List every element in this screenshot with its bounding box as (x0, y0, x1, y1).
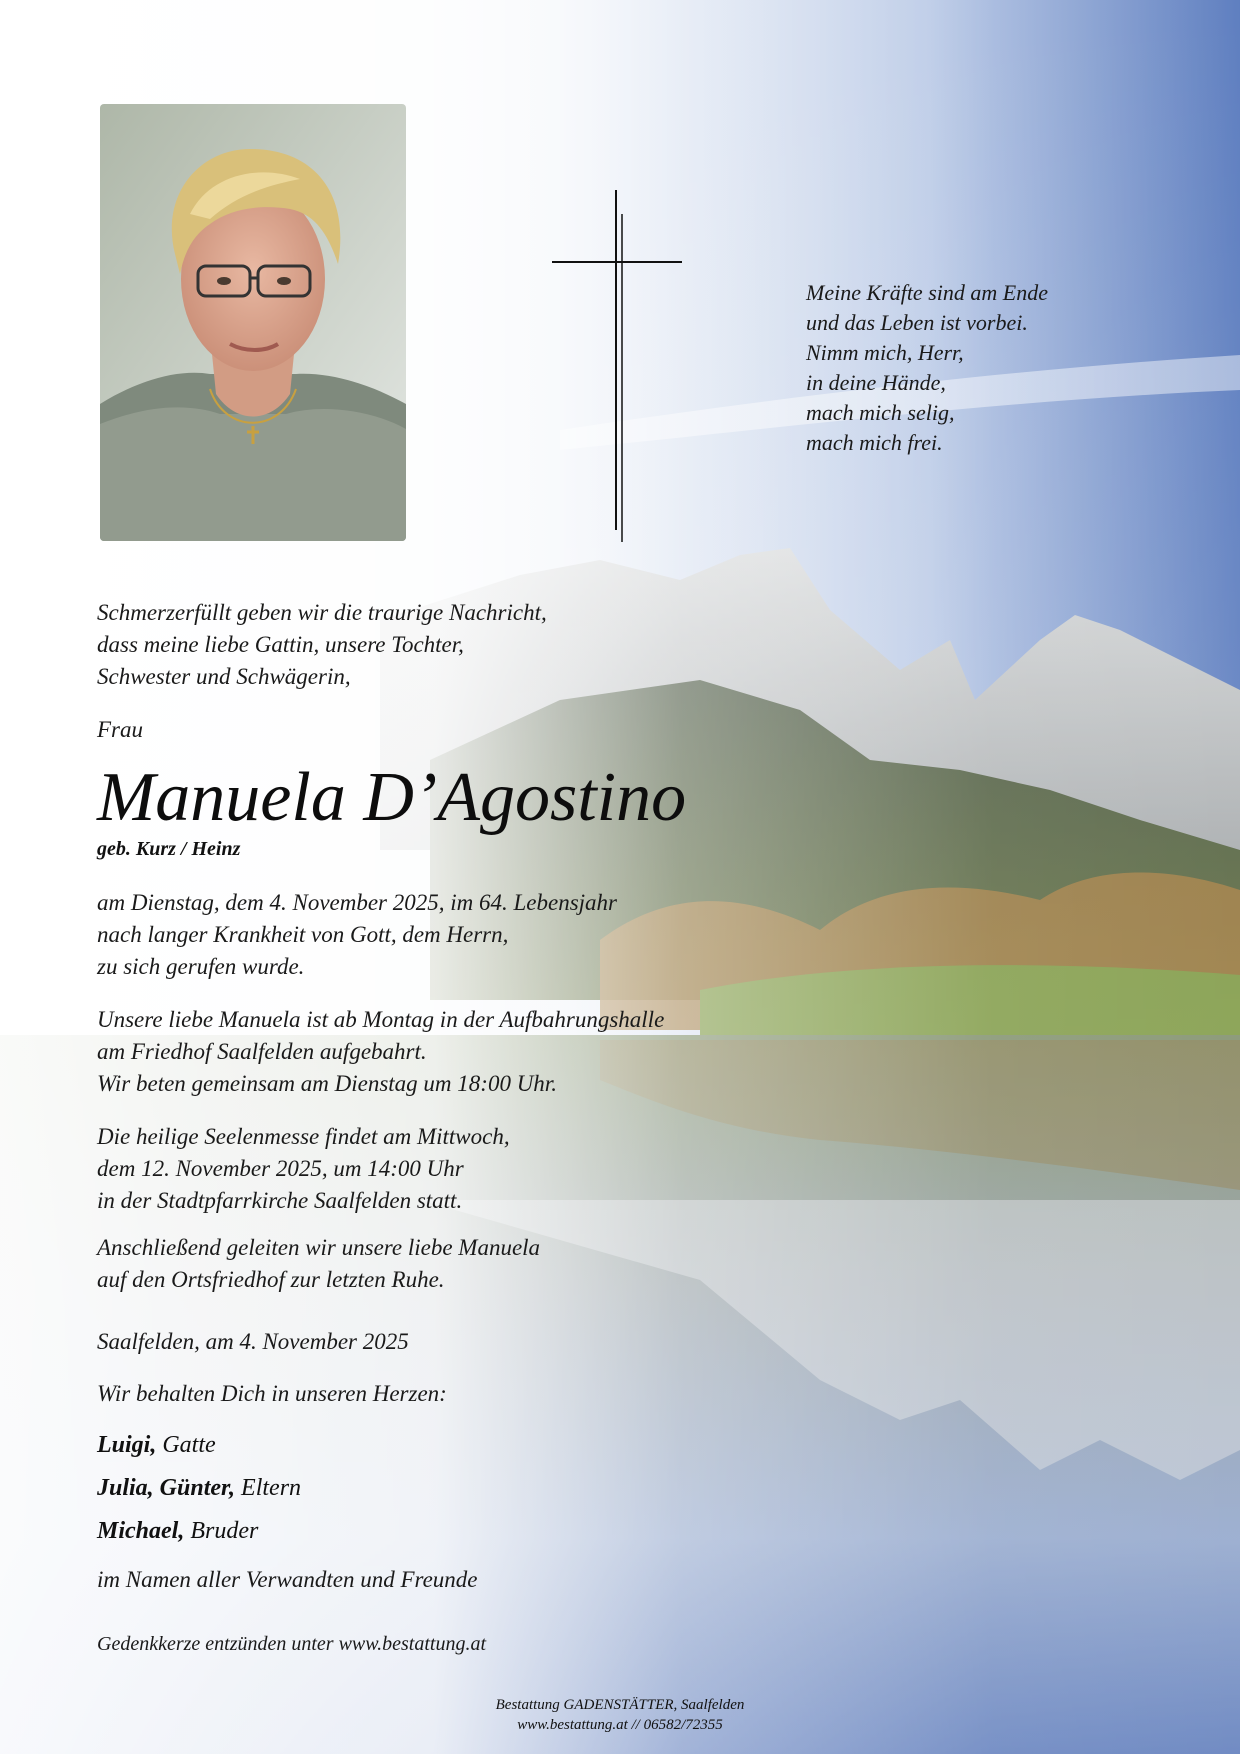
viewing-line: Unsere liebe Manuela ist ab Montag in der Aufbahrungshalle (97, 1007, 665, 1032)
poem-verse (806, 278, 1206, 458)
death-notice-line: zu sich gerufen wurde. (97, 954, 305, 979)
mass-line: in der Stadtpfarrkirche Saalfelden statt. (97, 1188, 463, 1213)
mourner-entry (97, 1518, 258, 1545)
mourner-relation: Bruder (190, 1518, 259, 1544)
funeral-home-footer (400, 1695, 840, 1735)
intro-line: dass meine liebe Gattin, unsere Tochter, (97, 632, 464, 657)
burial-paragraph (97, 1232, 857, 1296)
death-notice-paragraph (97, 887, 857, 983)
intro-line: Schmerzerfüllt geben wir die traurige Nachricht, (97, 600, 547, 625)
footer-line-2: www.bestattung.at // 06582/72355 (517, 1717, 723, 1733)
candle-link-text: Gedenkkerze entzünden unter www.bestattung.at (97, 1633, 487, 1655)
cross-icon (550, 190, 690, 550)
poem-line: Nimm mich, Herr, (806, 340, 964, 365)
mourner-entry (97, 1475, 301, 1502)
poem-line: und das Leben ist vorbei. (806, 310, 1028, 335)
mourner-relation: Eltern (241, 1475, 302, 1501)
salutation: Frau (97, 717, 143, 742)
mourner-relation: Gatte (162, 1432, 216, 1458)
viewing-line: Wir beten gemeinsam am Dienstag um 18:00 Uhr. (97, 1071, 557, 1096)
death-notice-line: nach langer Krankheit von Gott, dem Herrn, (97, 922, 509, 947)
viewing-paragraph (97, 1004, 857, 1100)
death-notice-line: am Dienstag, dem 4. November 2025, im 64. Lebensjahr (97, 890, 618, 915)
mass-line: Die heilige Seelenmesse findet am Mittwoch, (97, 1124, 510, 1149)
mourner-name: Julia, Günter, (97, 1475, 236, 1501)
poem-line: mach mich frei. (806, 430, 943, 455)
birth-name: geb. Kurz / Heinz (97, 838, 241, 860)
footer-line-1: Bestattung GADENSTÄTTER, Saalfelden (495, 1697, 745, 1713)
poem-line: Meine Kräfte sind am Ende (806, 280, 1048, 305)
place-date: Saalfelden, am 4. November 2025 (97, 1329, 409, 1354)
viewing-line: am Friedhof Saalfelden aufgebahrt. (97, 1039, 427, 1064)
mass-paragraph (97, 1121, 857, 1217)
hearts-line: Wir behalten Dich in unseren Herzen: (97, 1381, 447, 1406)
poem-line: in deine Hände, (806, 370, 946, 395)
mourner-name: Michael, (97, 1518, 185, 1544)
poem-line: mach mich selig, (806, 400, 955, 425)
portrait-photo (100, 104, 406, 541)
mass-line: dem 12. November 2025, um 14:00 Uhr (97, 1156, 464, 1181)
burial-line: Anschließend geleiten wir unsere liebe Manuela (97, 1235, 541, 1260)
relatives-line: im Namen aller Verwandten und Freunde (97, 1567, 478, 1592)
mourner-name: Luigi, (97, 1432, 157, 1458)
intro-paragraph (97, 597, 857, 693)
intro-line: Schwester und Schwägerin, (97, 664, 351, 689)
deceased-name: Manuela D’Agostino (97, 759, 687, 836)
mourner-entry (97, 1432, 216, 1459)
burial-line: auf den Ortsfriedhof zur letzten Ruhe. (97, 1267, 445, 1292)
